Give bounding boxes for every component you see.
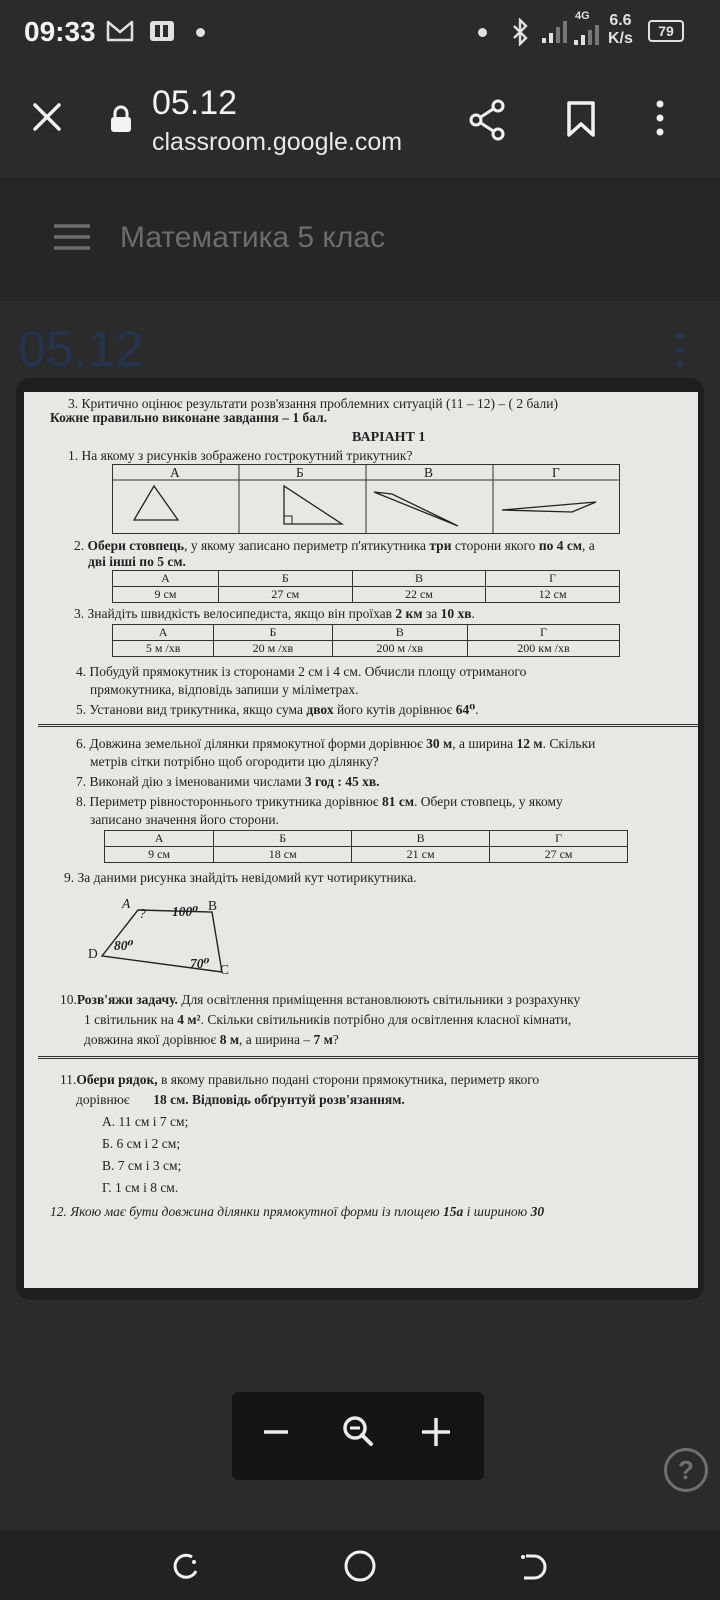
back-button[interactable] [518,1552,548,1587]
lock-icon [108,104,134,139]
q12-bold-2: 30 [530,1204,545,1219]
q10-text-2: 1 світильник на [84,1012,178,1027]
q3-text-2: за [422,606,441,621]
q11-option-a: А. 11 см і 7 см; [102,1114,189,1129]
q8-text-1: 8. Периметр рівностороннього трикутника дорівнює [76,794,382,809]
section-divider [38,724,698,727]
post-options-button[interactable] [672,330,688,375]
signal-strength-icon [540,16,570,49]
url-domain[interactable]: classroom.google.com [152,128,403,156]
q12-text-2: і шириною [463,1204,531,1219]
q8-value-d: 27 см [490,847,628,863]
q11-number: 11. [60,1072,77,1087]
q3-value-c: 200 м /хв [332,641,467,657]
question-6-line-2: метрів сітки потрібно щоб огородити цю ділянку? [90,754,379,769]
q10-text-3: . Скільки світильників потрібно для освітлення класної кімнати, [200,1012,572,1027]
q8-text-2: . Обери стовпець, у якому [414,794,563,809]
q2-text-2: сторони якого [451,538,539,553]
q8-header-c: В [352,831,490,847]
q10-text-1: Для освітлення приміщення встановлюють світильники з розрахунку [177,992,581,1007]
question-10-line-2 [84,1012,571,1028]
status-time: 09:33 [24,16,96,47]
battery-indicator: 79 [648,20,684,42]
q11-text-2: дорівнює [76,1092,130,1107]
q6-text-2: , а ширина [452,736,517,751]
signal-strength-4g-icon [572,24,602,51]
question-7 [76,774,380,790]
q1-triangles-figure [112,464,620,534]
q8-value-a: 9 см [105,847,214,863]
q5-text-3: . [475,702,479,717]
status-dot-icon [478,28,487,37]
vertex-b-label: B [208,898,218,913]
status-bar [0,0,720,64]
q6-bold-2: 12 м [516,736,543,751]
q11-option-b: Б. 6 см і 2 см; [102,1136,181,1151]
q10-bold-2: 4 м² [177,1012,201,1027]
q2-header-c: В [352,571,486,587]
q3-value-b: 20 м /хв [214,641,332,657]
question-3 [74,606,475,622]
q3-value-a: 5 м /хв [113,641,214,657]
q3-header-c: В [332,625,467,641]
plus-icon [416,1406,456,1456]
q2-header-a: А [113,571,219,587]
page-title: 05.12 [152,84,238,122]
q6-bold-1: 30 м [426,736,453,751]
zoom-reset-button[interactable] [328,1406,388,1466]
q2-value-c: 22 см [352,587,486,603]
q2-value-d: 12 см [486,587,620,603]
home-circle-icon [342,1548,378,1584]
q8-value-c: 21 см [352,847,490,863]
q9-quadrilateral-figure [84,892,264,988]
zoom-out-button[interactable] [246,1406,306,1466]
q11-text-1: в якому правильно подані сторони прямокутника, периметр якого [157,1072,540,1087]
q10-bold-1: Розв'яжи задачу. [76,992,178,1007]
q2-text-3: , а [582,538,595,553]
gmail-icon [106,18,134,50]
question-8-line-2: записано значення його сторони. [90,812,280,827]
q3-header-b: Б [214,625,332,641]
q11-option-d: Г. 1 см і 8 см. [102,1180,179,1195]
q5-text-2: його кутів дорівнює [333,702,456,717]
question-12 [50,1204,544,1220]
q2-bold-1: Обери стовпець [87,538,185,553]
question-10-line-3 [84,1032,339,1048]
class-title: Математика 5 клас [120,221,386,254]
vertex-a-label: A [122,896,131,911]
vertex-d-label: D [88,946,98,961]
worksheet-photo[interactable] [24,392,698,1288]
more-vert-icon [650,98,670,138]
question-10-line-1 [60,992,580,1008]
post-title: 05.12 [18,321,144,377]
recents-icon [170,1552,200,1582]
question-5 [76,702,479,718]
bookmark-icon [566,100,596,138]
q8-table [104,830,628,863]
recent-apps-button[interactable] [170,1552,200,1587]
q3-value-d: 200 км /хв [467,641,619,657]
variant-heading: ВАРІАНТ 1 [352,430,426,445]
q7-text-1: 7. Виконай дію з іменованими числами [76,774,305,789]
q3-bold-2: 10 хв [440,606,472,621]
q11-bold-1: Обери рядок, [76,1072,158,1087]
q8-header-d: Г [490,831,628,847]
angle-d-label: 80⁰ [114,938,134,953]
network-speed-unit: K/s [608,30,633,47]
q6-text-1: 6. Довжина земельної ділянки прямокутної форми дорівнює [76,736,427,751]
q2-table [112,570,620,603]
notification-dot-icon [196,28,205,37]
q11-option-c: В. 7 см і 3 см; [102,1158,182,1173]
question-11-line-2 [76,1092,405,1108]
angle-c-label: 70⁰ [190,956,210,971]
vertex-c-label: C [220,962,230,977]
q8-value-b: 18 см [214,847,352,863]
app-notification-icon [148,18,176,50]
bookmark-button[interactable] [566,100,596,143]
close-icon [30,100,64,134]
q10-text-6: ? [332,1032,339,1047]
zoom-controls [232,1392,484,1480]
q10-bold-4: 7 м [313,1032,333,1047]
q1-header-c: В [424,465,434,480]
q5-bold-1: двох [306,702,334,717]
q2-value-b: 27 см [218,587,352,603]
network-speed [608,12,633,48]
q5-bold-2: 64⁰ [455,702,476,717]
question-1: 1. На якому з рисунків зображено гострокутний трикутник? [68,448,413,463]
q8-header-a: А [105,831,214,847]
q5-text-1: 5. Установи вид трикутника, якщо сума [76,702,307,717]
network-type-label: 4G [575,10,590,22]
network-speed-value: 6.6 [609,12,632,29]
question-9: 9. За даними рисунка знайдіть невідомий кут чотирикутника. [64,870,417,885]
question-8-line-1 [76,794,563,810]
more-vert-icon [672,330,688,370]
unknown-angle-label: ? [139,906,146,921]
question-4-line-1: 4. Побудуй прямокутник із сторонами 2 см і 4 см. Обчисли площу отриманого [76,664,527,679]
doc-scoring-note: Кожне правильно виконане завдання – 1 бал. [50,410,328,425]
q10-bold-3: 8 м [219,1032,240,1047]
q8-header-b: Б [214,831,352,847]
share-icon [468,98,508,142]
question-2-line-2: дві інші по 5 см. [88,554,186,569]
bluetooth-icon [510,18,530,51]
q1-table [112,464,620,534]
home-button[interactable] [342,1548,378,1589]
q3-table [112,624,620,657]
angle-b-label: 100⁰ [172,904,199,919]
q2-bold-3: по 4 см [538,538,583,553]
q3-header-d: Г [467,625,619,641]
doc-intro-line: 3. Критично оцінює результати розв'язання проблемних ситуацій (11 – 12) – ( 2 бали) [68,396,558,411]
q2-number: 2. [74,538,88,553]
q2-bold-2: три [429,538,452,553]
q7-bold-1: 3 год : 45 хв. [304,774,380,789]
back-icon [518,1552,548,1582]
q12-bold-1: 15а [443,1204,464,1219]
minus-icon [256,1406,296,1456]
close-tab-button[interactable] [30,100,64,139]
q1-header-d: Г [552,465,560,480]
q10-number: 10. [60,992,77,1007]
q6-text-3: . Скільки [542,736,596,751]
q1-header-b: Б [296,465,304,480]
question-2-line-1 [74,538,595,554]
q3-text-3: . [471,606,475,621]
q2-text-1: , у якому записано периметр п'ятикутника [184,538,430,553]
q2-header-d: Г [486,571,620,587]
hamburger-menu-icon [52,222,92,252]
q11-bold-2: 18 см. Відповідь обґрунтуй розв'язанням. [153,1092,405,1107]
zoom-in-button[interactable] [406,1406,466,1466]
section-divider [38,1056,698,1059]
q3-text-1: 3. Знайдіть швидкість велосипедиста, якщо він проїхав [74,606,396,621]
menu-button[interactable] [52,222,92,257]
share-button[interactable] [468,98,508,147]
zoom-out-magnifier-icon [338,1406,378,1456]
q8-bold-1: 81 см [381,794,415,809]
q10-text-4: довжина якої дорівнює [84,1032,220,1047]
help-button[interactable]: ? [664,1448,708,1492]
question-6-line-1 [76,736,595,752]
q2-header-b: Б [218,571,352,587]
q12-text-1: 12. Якою має бути довжина ділянки прямокутної форми із площею [50,1204,444,1219]
more-options-button[interactable] [650,98,670,143]
q3-bold-1: 2 км [395,606,423,621]
question-4-line-2: прямокутника, відповідь запиши у міліметрах. [90,682,359,697]
q10-text-5: , а ширина – [239,1032,314,1047]
question-11-line-1 [60,1072,539,1088]
q3-header-a: А [113,625,214,641]
q2-value-a: 9 см [113,587,219,603]
q1-header-a: А [170,465,180,480]
